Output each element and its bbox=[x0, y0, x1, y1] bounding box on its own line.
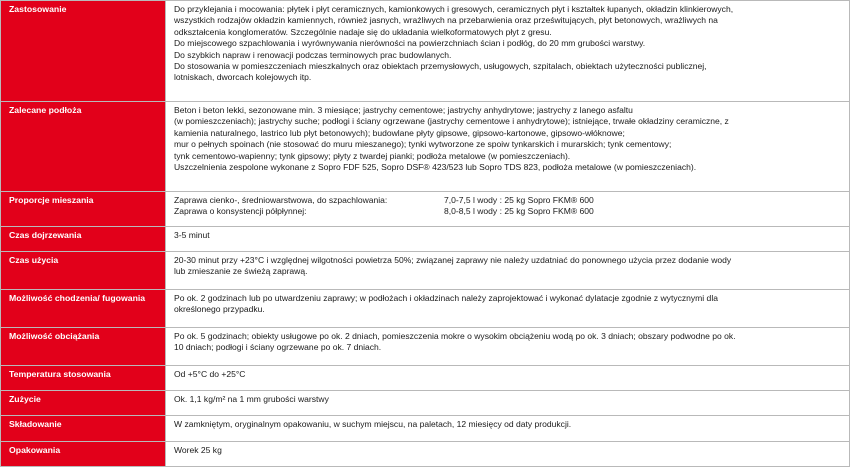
row-label: Czas użycia bbox=[1, 252, 166, 290]
row-proporcje-mieszania bbox=[1, 192, 850, 227]
row-value bbox=[166, 442, 850, 467]
row-zuzycie bbox=[1, 391, 850, 416]
row-label: Zastosowanie bbox=[1, 1, 166, 102]
mix-value: 7,0-7,5 l wody : 25 kg Sopro FKM® 600 bbox=[444, 195, 594, 205]
text-line: W zamkniętym, oryginalnym opakowaniu, w suchym miejscu, na paletach, 12 miesięcy od daty produkcji. bbox=[174, 419, 572, 429]
text-line: określonego przypadku. bbox=[174, 304, 265, 315]
text-line: 10 dniach; podłogi i ściany ogrzewane po ok. 7 dniach. bbox=[174, 342, 382, 353]
row-label: Opakowania bbox=[1, 442, 166, 467]
text-line: mur o pełnych spoinach (nie stosować do muru mieszanego); tynki wytworzone ze spoiw tynkarskich i murarskich; tynk cementowy; bbox=[174, 139, 672, 150]
text-line: 20-30 minut przy +23°C i względnej wilgotności powietrza 50%; związanej zaprawy nie należy uzdatniać do ponownego użycia przez dodanie wody bbox=[174, 255, 732, 265]
row-value bbox=[166, 1, 850, 102]
row-value bbox=[166, 391, 850, 416]
row-skladowanie bbox=[1, 416, 850, 442]
text-line: Beton i beton lekki, sezonowane min. 3 miesiące; jastrychy cementowe; jastrychy anhydrytowe; jastrychy z lanego asfaltu bbox=[174, 105, 633, 115]
row-label: Składowanie bbox=[1, 416, 166, 442]
row-label: Zużycie bbox=[1, 391, 166, 416]
text-line: Po ok. 5 godzinach; obiekty usługowe po ok. 2 dniach, pomieszczenia mokre o wysokim obciążeniu wodą po ok. 3 dniach; obszary podwodne po ok. bbox=[174, 331, 736, 341]
text-line: (w pomieszczeniach); jastrychy suche; podłogi i ściany ogrzewane (jastrychy cementowe i anhydrytowe); istniejące, trwałe okładziny ceramiczne, z bbox=[174, 116, 729, 127]
row-zalecane-podloza bbox=[1, 102, 850, 192]
text-line: kamienia naturalnego, lastrico lub płyt betonowych); budowlane płyty gipsowe, gipsowo-kartonowe, gipsowo-włóknowe; bbox=[174, 127, 625, 138]
text-line: 3-5 minut bbox=[174, 230, 210, 240]
row-value bbox=[166, 227, 850, 252]
row-value bbox=[166, 102, 850, 192]
text-line: Ok. 1,1 kg/m² na 1 mm grubości warstwy bbox=[174, 394, 329, 404]
row-value bbox=[166, 290, 850, 328]
text-line: tynk cementowo-wapienny; tynk gipsowy; płyty z twardej pianki; podłoża metalowe (w pomieszczeniach). bbox=[174, 150, 571, 161]
text-line: Od +5°C do +25°C bbox=[174, 369, 246, 379]
text-line: lub zmieszanie ze świeżą zaprawą. bbox=[174, 266, 308, 277]
row-czas-uzycia bbox=[1, 252, 850, 290]
text-line: Do przyklejania i mocowania: płytek i płyt ceramicznych, kamionkowych i gresowych, ceramicznych płyt i kształtek łupanych, okładzin klinkierowych, bbox=[174, 4, 734, 14]
text-line: Uszczelnienia zespolone wykonane z Sopro FDF 525, Sopro DSF® 423/523 lub Sopro TDS 823, podłoża metalowe (w pomieszczeniach). bbox=[174, 162, 697, 173]
mix-label: Zaprawa cienko-, średniowarstwowa, do szpachlowania: bbox=[174, 195, 388, 205]
row-label: Zalecane podłoża bbox=[1, 102, 166, 192]
row-opakowania bbox=[1, 442, 850, 467]
text-line: odkształcenia konglomeratów. Szczególnie nadaje się do układania wielkoformatowych płyt z gresu. bbox=[174, 26, 552, 37]
row-value bbox=[166, 252, 850, 290]
row-label: Możliwość chodzenia/ fugowania bbox=[1, 290, 166, 328]
row-zastosowanie bbox=[1, 1, 850, 102]
row-mozliwosc-obciazania bbox=[1, 328, 850, 366]
text-line: Do stosowania w pomieszczeniach mieszkalnych oraz obiektach przemysłowych, usługowych, szpitalach, obiektach użyteczności publicznej, bbox=[174, 61, 707, 72]
row-value bbox=[166, 192, 850, 227]
row-czas-dojrzewania bbox=[1, 227, 850, 252]
mix-row bbox=[174, 206, 843, 217]
mix-row bbox=[174, 195, 843, 206]
mix-value: 8,0-8,5 l wody : 25 kg Sopro FKM® 600 bbox=[444, 206, 594, 217]
row-label: Proporcje mieszania bbox=[1, 192, 166, 227]
row-label: Temperatura stosowania bbox=[1, 366, 166, 391]
row-label: Możliwość obciążania bbox=[1, 328, 166, 366]
mix-label: Zaprawa o konsystencji półpłynnej: bbox=[174, 206, 307, 217]
text-line: lotniskach, dworcach kolejowych itp. bbox=[174, 72, 312, 83]
text-line: Do szybkich napraw i renowacji podczas terminowych prac budowlanych. bbox=[174, 49, 452, 60]
row-value bbox=[166, 416, 850, 442]
row-mozliwosc-chodzenia bbox=[1, 290, 850, 328]
text-line: Do miejscowego szpachlowania i wyrównywania nierówności na powierzchniach ścian i podłóg, do 20 mm grubości warstwy. bbox=[174, 38, 646, 49]
text-line: wszystkich rodzajów okładzin kamiennych, również jasnych, wrażliwych na przebarwienia oraz prześwitujących, płyt betonowych, wrażliwych na bbox=[174, 15, 718, 26]
row-label: Czas dojrzewania bbox=[1, 227, 166, 252]
row-value bbox=[166, 366, 850, 391]
row-value bbox=[166, 328, 850, 366]
text-line: Po ok. 2 godzinach lub po utwardzeniu zaprawy; w podłożach i okładzinach należy zaprojektować i wykonać dylatacje zgodnie z wytycznymi dla bbox=[174, 293, 718, 303]
row-temperatura-stosowania bbox=[1, 366, 850, 391]
text-line: Worek 25 kg bbox=[174, 445, 222, 455]
